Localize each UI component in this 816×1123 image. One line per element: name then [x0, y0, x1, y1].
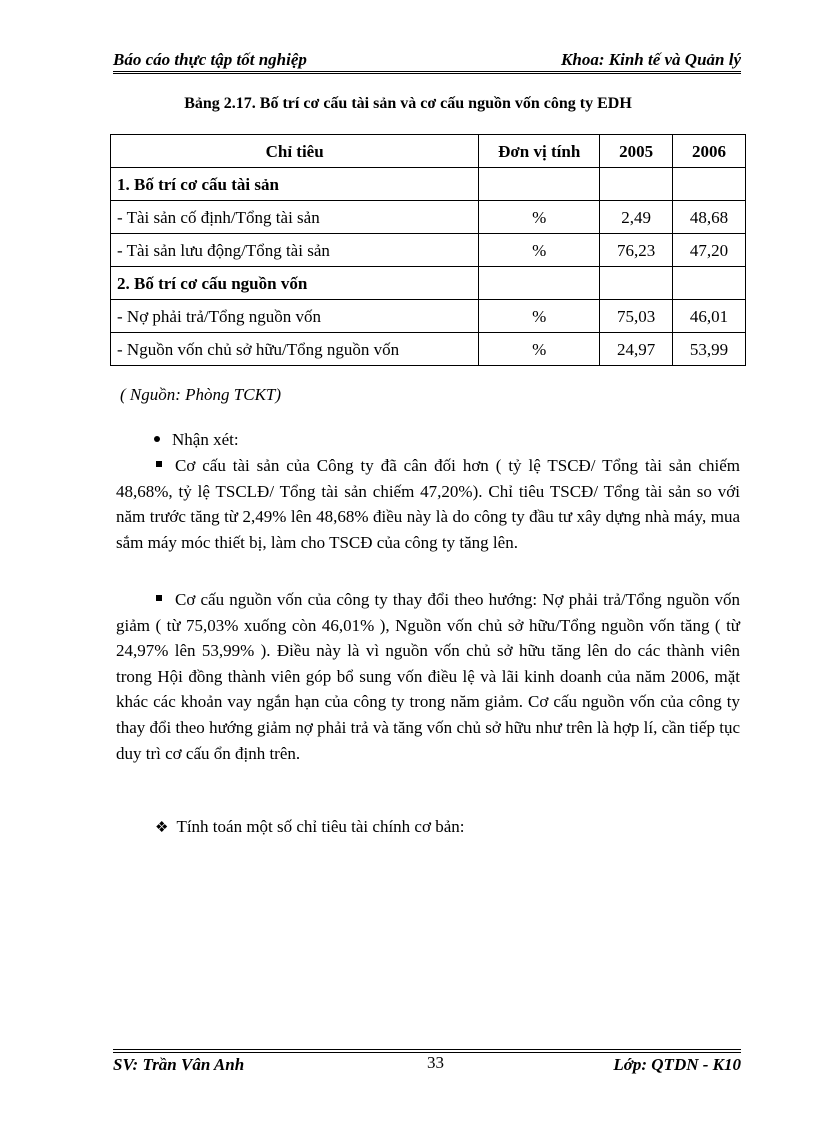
footer-student: SV: Trần Vân Anh [113, 1055, 245, 1074]
asset-capital-structure-table [110, 134, 746, 366]
row-2006: 46,01 [673, 300, 746, 333]
row-unit: % [479, 333, 600, 366]
row-label: - Nguồn vốn chủ sở hữu/Tổng nguồn vốn [111, 333, 479, 366]
row-unit [479, 168, 600, 201]
next-section-label: Tính toán một số chỉ tiêu tài chính cơ bản: [176, 817, 465, 836]
table-row [111, 300, 746, 333]
row-2005: 24,97 [600, 333, 673, 366]
diamond-bullet-icon: ❖ [155, 820, 169, 836]
row-label: - Tài sản cố định/Tổng tài sản [111, 201, 479, 234]
row-unit: % [479, 234, 600, 267]
row-label: 2. Bố trí cơ cấu nguồn vốn [111, 267, 479, 300]
header-2005: 2005 [600, 135, 673, 168]
remark-label: Nhận xét: [172, 430, 239, 449]
paragraph-text: Cơ cấu tài sản của Công ty đã cân đối hơn ( tỷ lệ TSCĐ/ Tổng tài sản chiếm 48,68%, tỷ lệ TSCLĐ/ Tổng tài sản chiếm 47,20%). Chỉ tiêu TSCĐ/ Tổng tài sản so với năm trước tăng từ 2,49% lên 48,68% điều này là do công ty đầu tư xây dựng nhà máy, mua sắm máy móc thiết bị, làm cho TSCĐ của công ty tăng lên. [116, 456, 740, 552]
footer-class: Lớp: QTDN - K10 [613, 1055, 741, 1074]
bullet-icon [154, 436, 160, 442]
table-row [111, 267, 746, 300]
table-row [111, 333, 746, 366]
page-number: 33 [427, 1053, 444, 1072]
header-rule [113, 71, 741, 72]
table-header-row [111, 135, 746, 168]
paragraph-text: Cơ cấu nguồn vốn của công ty thay đổi theo hướng: Nợ phải trả/Tổng nguồn vốn giảm ( từ 75,03% xuống còn 46,01% ), Nguồn vốn chủ sở hữu/Tổng nguồn vốn tăng ( từ 24,97% lên 53,99% ). Điều này là vì nguồn vốn chủ sở hữu tăng lên do các thành viên trong Hội đồng thành viên góp bổ sung vốn điều lệ và lãi kinh doanh của năm 2006, mặt khác các khoản vay ngắn hạn của công ty trong năm giảm. Cơ cấu nguồn vốn của công ty thay đổi theo hướng giảm nợ phải trả và tăng vốn chủ sở hữu như trên là hợp lí, cần tiếp tục duy trì cơ cấu ổn định trên. [116, 590, 740, 763]
row-2006: 53,99 [673, 333, 746, 366]
header-rule-2 [113, 73, 741, 74]
next-section-heading [155, 817, 464, 837]
remark-heading [154, 430, 239, 450]
header-2006: 2006 [673, 135, 746, 168]
row-label: 1. Bố trí cơ cấu tài sản [111, 168, 479, 201]
row-2005 [600, 267, 673, 300]
row-2005: 75,03 [600, 300, 673, 333]
row-2006: 48,68 [673, 201, 746, 234]
row-2005: 2,49 [600, 201, 673, 234]
row-unit [479, 267, 600, 300]
row-2006: 47,20 [673, 234, 746, 267]
square-bullet-icon [156, 595, 162, 601]
row-label: - Nợ phải trả/Tổng nguồn vốn [111, 300, 479, 333]
row-unit: % [479, 300, 600, 333]
row-2006 [673, 168, 746, 201]
row-2005 [600, 168, 673, 201]
paragraph-capital-structure [116, 587, 740, 766]
table-row [111, 201, 746, 234]
row-2006 [673, 267, 746, 300]
table-row [111, 168, 746, 201]
footer-rule [113, 1049, 741, 1050]
table-row [111, 234, 746, 267]
header-unit: Đơn vị tính [479, 135, 600, 168]
row-2005: 76,23 [600, 234, 673, 267]
paragraph-asset-structure [116, 453, 740, 555]
row-label: - Tài sản lưu động/Tổng tài sản [111, 234, 479, 267]
square-bullet-icon [156, 461, 162, 467]
page-footer [113, 1055, 741, 1077]
table-source: ( Nguồn: Phòng TCKT) [120, 385, 282, 404]
page-header [113, 50, 741, 72]
header-report-title: Báo cáo thực tập tốt nghiệp [113, 50, 307, 69]
table-caption: Bảng 2.17. Bố trí cơ cấu tài sản và cơ cấu nguồn vốn công ty EDH [184, 95, 632, 112]
row-unit: % [479, 201, 600, 234]
header-faculty: Khoa: Kinh tế và Quản lý [561, 50, 741, 69]
header-indicator: Chỉ tiêu [111, 135, 479, 168]
